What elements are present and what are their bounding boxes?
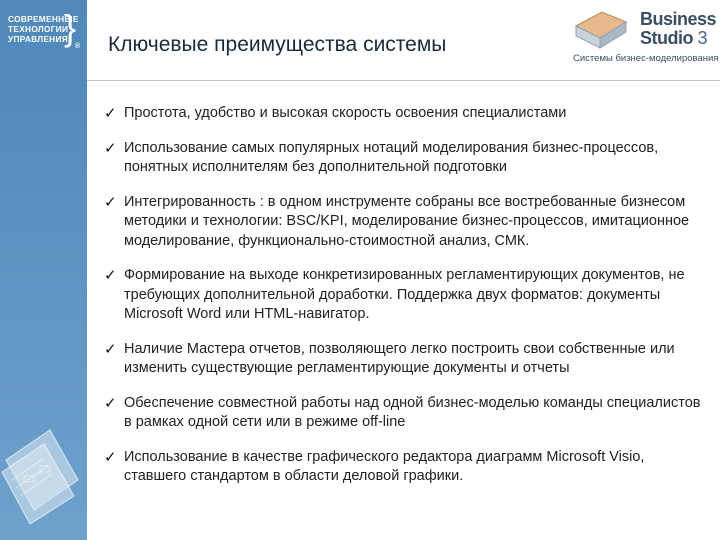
documents-illustration-icon [0,400,87,540]
logo-line-2: ТЕХНОЛОГИИ [8,24,69,34]
logo-brace: } [64,7,77,48]
company-logo [8,7,81,50]
checkmark-icon: ✓ [104,267,117,284]
list-item: ✓ Наличие Мастера отчетов, позволяющего легко построить свои собственные или изменить существующие регламентирующие документы и отчеты [104,340,675,376]
advantages-list [102,104,702,502]
checkmark-icon: ✓ [104,394,117,412]
slide-title: Ключевые преимущества системы [108,33,447,56]
brand-name-line-1: Business [640,9,717,29]
list-item: ✓ Интегрированность : в одном инструменте собраны все востребованные бизнесом методики и технологии: BSC/KPI, моделирование бизнес-процессов, имитационное моделирование, функционально-стоимостной анализ, СМК. [104,193,690,249]
checkmark-icon: ✓ [104,105,117,122]
header-divider [87,80,720,81]
logo-line-3: УПРАВЛЕНИЯ [8,34,68,44]
logo-registered-mark: ® [75,43,81,50]
list-item: ✓ Использование в качестве графического редактора диаграмм Microsoft Visio, ставшего стандартом в области деловой графики. [104,448,645,484]
checkmark-icon: ✓ [104,448,117,466]
brand-name-line-2: Studio 3 [640,28,708,48]
sidebar [0,0,87,540]
brand-cube-icon [568,6,632,50]
list-item: ✓ Формирование на выходе конкретизированных регламентирующих документов, не требующих дополнительной доработки. Поддержка двух форматов: документы Microsoft Word или HTML-навигатор. [104,267,685,322]
business-studio-logo [568,6,719,70]
list-item: ✓ Простота, удобство и высокая скорость освоения специалистами [104,105,567,122]
checkmark-icon: ✓ [104,340,117,358]
brand-tagline: Системы бизнес-моделирования [573,53,719,64]
checkmark-icon: ✓ [104,139,117,157]
list-item: ✓ Обеспечение совместной работы над одной бизнес-моделью команды специалистов в рамках одной сети или в режиме off-line [104,394,701,430]
logo-line-1: СОВРЕМЕННЫЕ [8,14,79,24]
list-item: ✓ Использование самых популярных нотаций моделирования бизнес-процессов, понятных исполнителям без дополнительной подготовки [104,139,659,175]
brand-version: 3 [697,28,708,48]
checkmark-icon: ✓ [104,193,117,211]
